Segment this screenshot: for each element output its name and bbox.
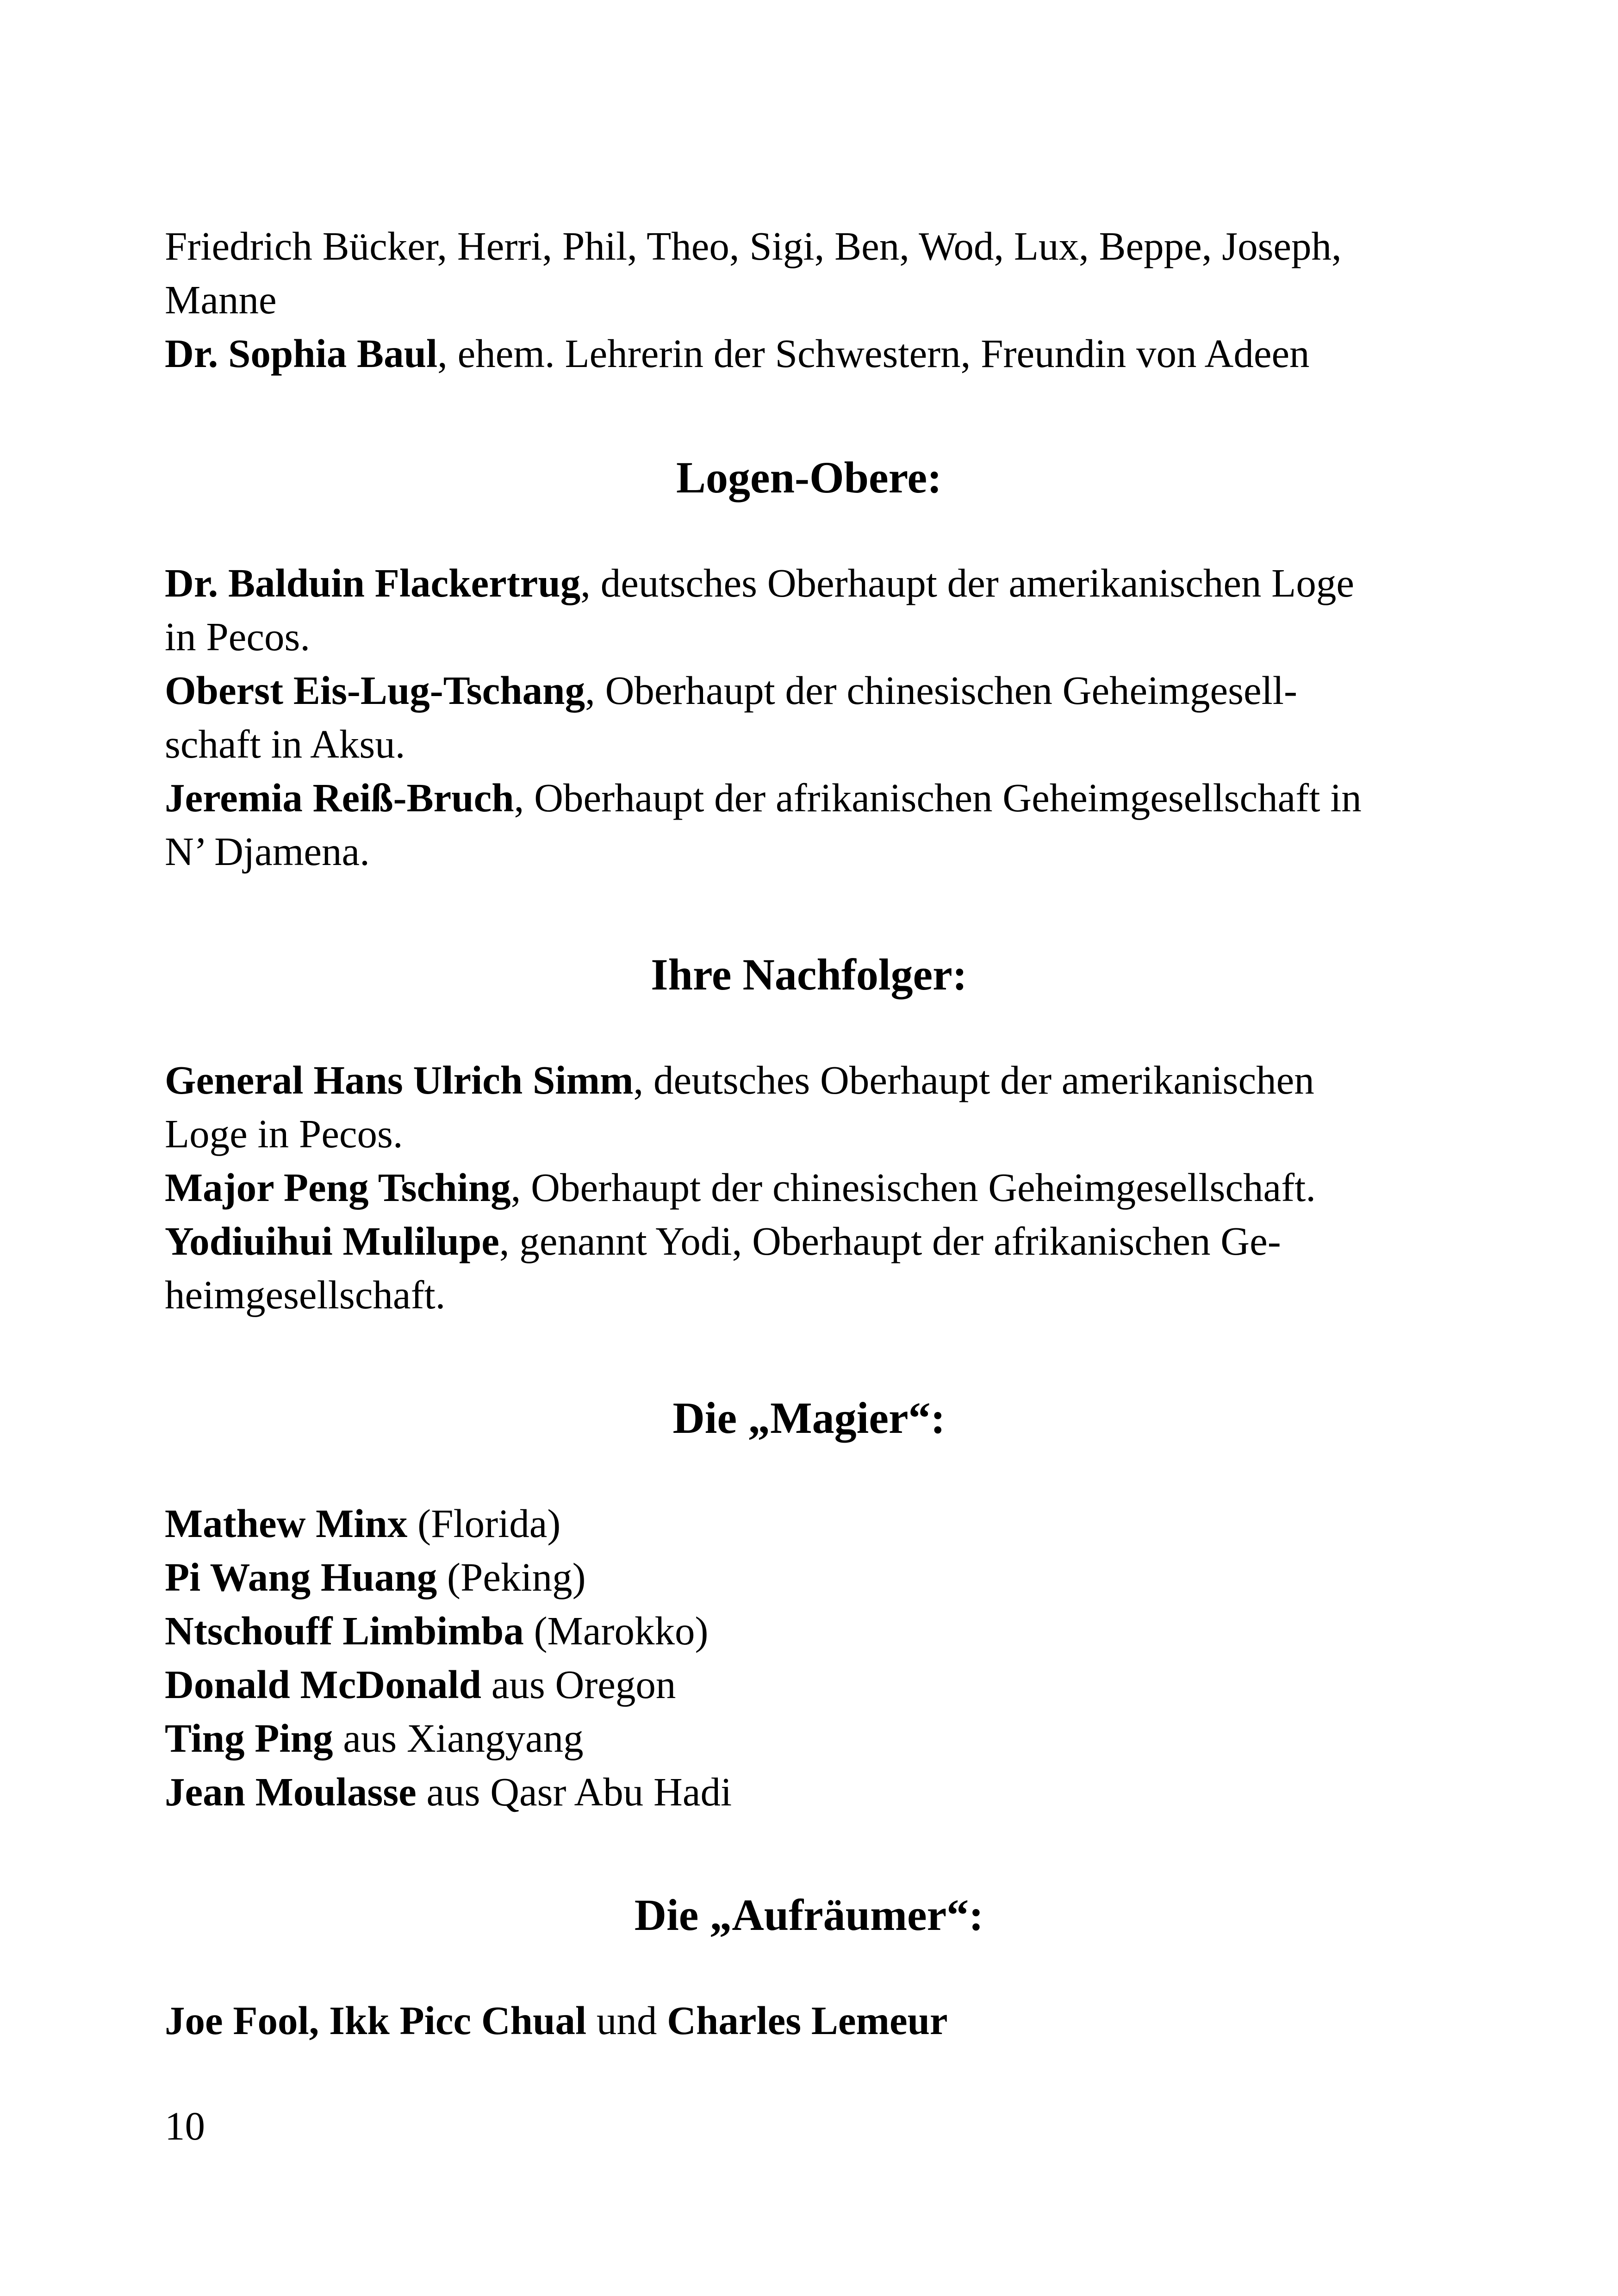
tschang-name: Oberst Eis-Lug-Tschang (165, 668, 585, 713)
magier-list (165, 1497, 1461, 1819)
flackertrug-description-continued: in Pecos. (165, 614, 311, 659)
list-item (165, 1497, 1461, 1550)
peng-description: , Oberhaupt der chinesischen Geheimgesellschaft. (510, 1165, 1316, 1210)
magier-origin: aus Qasr Abu Hadi (416, 1769, 732, 1814)
intro-names-line-continued: Manne (165, 277, 277, 322)
magier-origin: (Florida) (407, 1501, 561, 1546)
list-item (165, 1550, 1461, 1604)
magier-name: Ntschouff Limbimba (165, 1608, 524, 1653)
tschang-description-continued: schaft in Aksu. (165, 722, 405, 766)
logen-obere-block (165, 556, 1461, 878)
bruch-name: Jeremia Reiß-Bruch (165, 775, 514, 820)
magier-name: Ting Ping (165, 1716, 333, 1761)
peng-entry (165, 1161, 1461, 1214)
heading-logen-obere: Logen-Obere: (676, 453, 942, 502)
aufraeumer-joiner: und (586, 1998, 667, 2043)
heading-magier: Die „Magier“: (672, 1393, 946, 1443)
magier-name: Mathew Minx (165, 1501, 408, 1546)
bruch-description-continued: N’ Djamena. (165, 829, 370, 874)
list-item (165, 1604, 1461, 1658)
tschang-description: , Oberhaupt der chinesischen Geheimgesell- (585, 668, 1297, 713)
flackertrug-name: Dr. Balduin Flackertrug (165, 560, 581, 605)
simm-description: , deutsches Oberhaupt der amerikanischen (633, 1058, 1314, 1102)
magier-origin: (Marokko) (523, 1608, 709, 1653)
sophia-name: Dr. Sophia Baul (165, 331, 438, 376)
list-item (165, 1765, 1461, 1819)
aufraeumer-names-first: Joe Fool, Ikk Picc Chual (165, 1998, 587, 2043)
peng-name: Major Peng Tsching (165, 1165, 511, 1210)
sophia-entry (165, 327, 1461, 380)
yodi-entry (165, 1214, 1461, 1268)
page-number: 10 (165, 2103, 205, 2148)
magier-origin: aus Oregon (481, 1662, 676, 1707)
simm-entry (165, 1053, 1461, 1107)
magier-origin: aus Xiangyang (333, 1716, 584, 1761)
flackertrug-description: , deutsches Oberhaupt der amerikanischen Loge (580, 560, 1354, 605)
sophia-description: , ehem. Lehrerin der Schwestern, Freundin von Adeen (437, 331, 1310, 376)
aufraeumer-entry (165, 1994, 1461, 2047)
bruch-entry (165, 771, 1461, 825)
heading-nachfolger: Ihre Nachfolger: (651, 950, 967, 999)
magier-name: Donald McDonald (165, 1662, 482, 1707)
simm-name: General Hans Ulrich Simm (165, 1058, 634, 1102)
magier-name: Pi Wang Huang (165, 1555, 437, 1599)
intro-block (165, 219, 1461, 380)
yodi-description: , genannt Yodi, Oberhaupt der afrikanischen Ge- (499, 1219, 1281, 1263)
bruch-description: , Oberhaupt der afrikanischen Geheimgesellschaft in (514, 775, 1362, 820)
magier-origin: (Peking) (437, 1555, 586, 1599)
heading-aufraeumer: Die „Aufräumer“: (634, 1890, 984, 1940)
aufraeumer-name-last: Charles Lemeur (667, 1998, 948, 2043)
aufraeumer-block (165, 1994, 1461, 2047)
yodi-description-continued: heimgesellschaft. (165, 1272, 446, 1317)
tschang-entry (165, 664, 1461, 717)
yodi-name: Yodiuihui Mulilupe (165, 1219, 499, 1263)
list-item (165, 1658, 1461, 1711)
magier-name: Jean Moulasse (165, 1769, 417, 1814)
nachfolger-block (165, 1053, 1461, 1322)
list-item (165, 1711, 1461, 1765)
flackertrug-entry (165, 556, 1461, 610)
intro-names-line: Friedrich Bücker, Herri, Phil, Theo, Sigi, Ben, Wod, Lux, Beppe, Joseph, (165, 224, 1342, 268)
simm-description-continued: Loge in Pecos. (165, 1111, 403, 1156)
